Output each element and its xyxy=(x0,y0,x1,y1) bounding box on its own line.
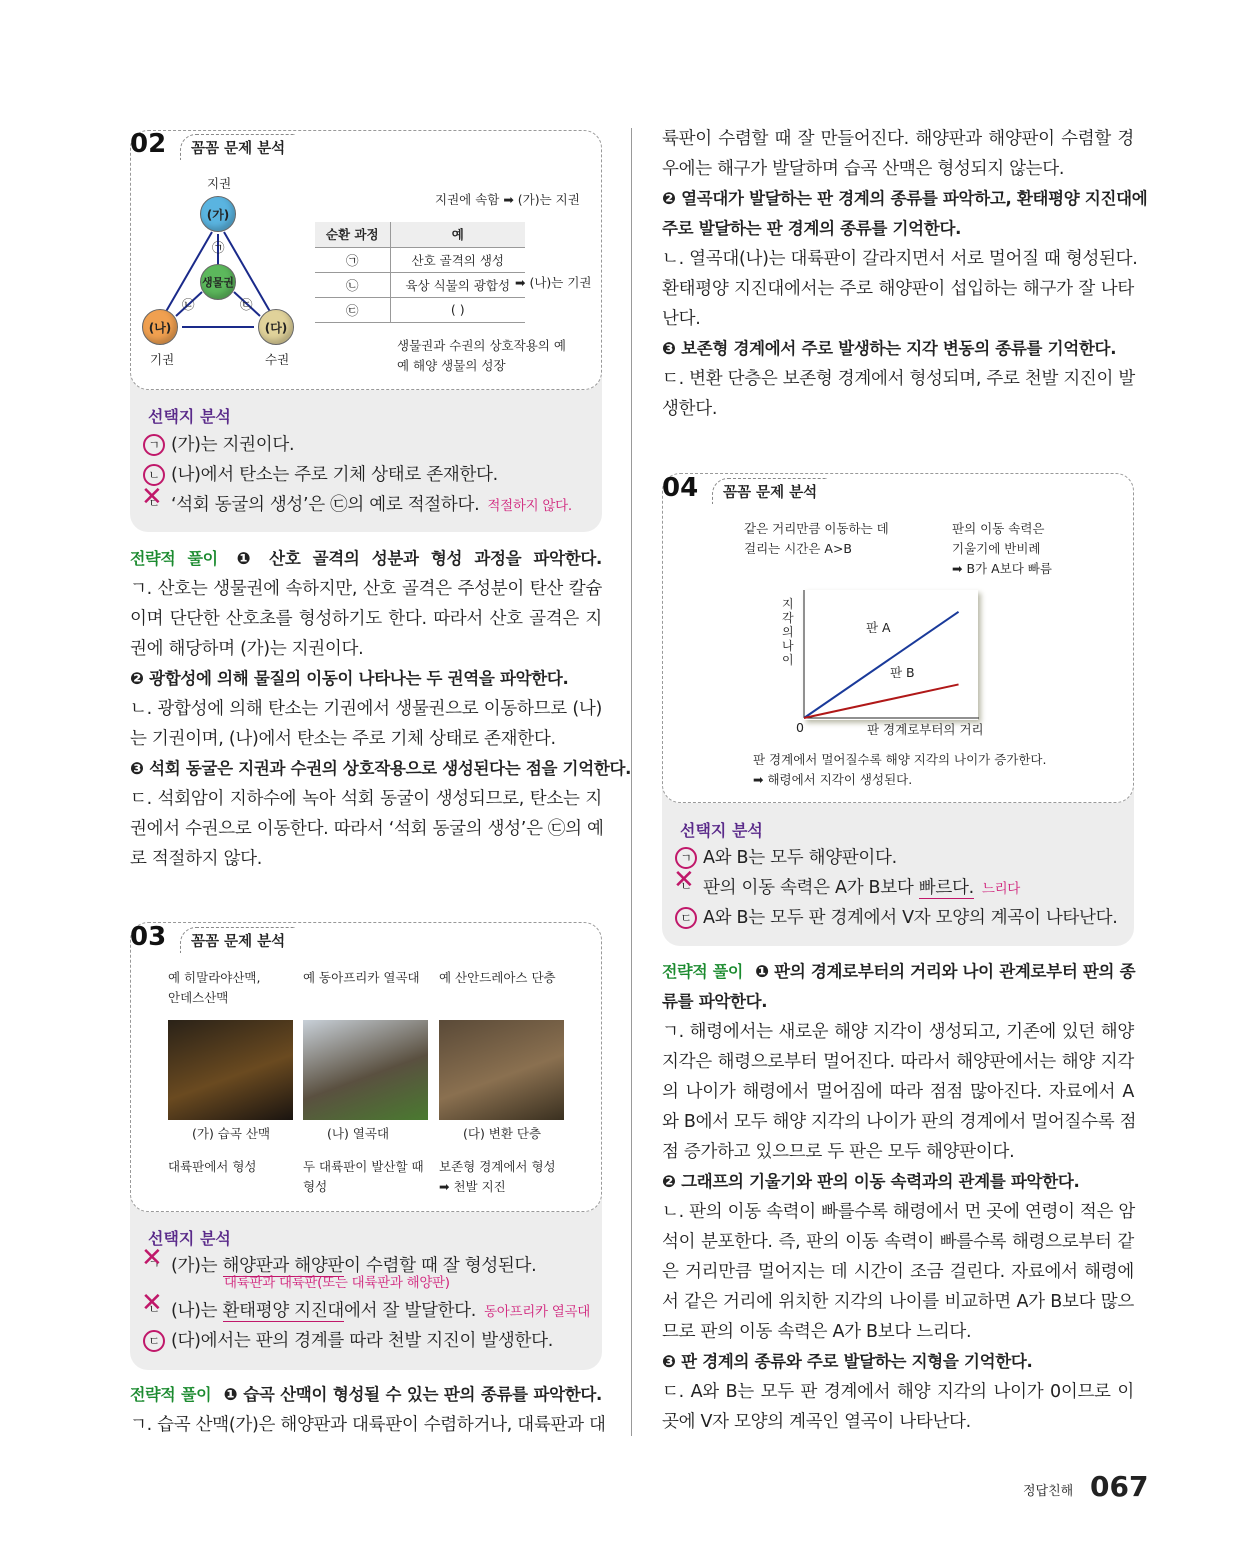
explanation-text: 환태평양 지진대에서는 주로 해양판이 섭입하는 해구가 잘 나타 xyxy=(662,279,1134,299)
text-line xyxy=(130,784,602,814)
arrow-label-3: ㉢ xyxy=(240,297,253,312)
explanation-text: ㄱ. 해령에서는 새로운 해양 지각이 생성되고, 기존에 있던 해양 xyxy=(662,1022,1134,1042)
choice-text: ‘석회 동굴의 생성’은 ㉢의 예로 적절하다. xyxy=(171,495,480,515)
explanation-text: ㄴ. 광합성에 의해 탄소는 기권에서 생물권으로 이동하므로 (나) xyxy=(130,699,602,719)
arrow-label-2: ㉡ xyxy=(182,297,195,312)
label-atmosphere: 기권 xyxy=(150,352,175,367)
correct-circle-icon: ㄱ xyxy=(675,847,697,869)
strategy-label: 전략적 풀이 xyxy=(130,549,218,568)
text-line xyxy=(662,304,1134,334)
step-heading: 류를 파악한다. xyxy=(662,992,768,1011)
choice-item xyxy=(143,430,294,460)
choice-item xyxy=(143,1326,553,1356)
example-label: 예 산안드레아스 단층 xyxy=(439,970,556,985)
text-line xyxy=(662,124,1134,154)
text-line xyxy=(130,1380,602,1410)
note-right-3: ➡ B가 A보다 빠름 xyxy=(952,561,1052,576)
step-heading: ❶ 판의 경계로부터의 거리와 나이 관계로부터 판의 종 xyxy=(755,962,1136,981)
table-cell: ㉠ xyxy=(315,247,390,272)
photo-caption: (다) 변환 단층 xyxy=(463,1126,542,1141)
text-line xyxy=(130,694,602,724)
choice-item xyxy=(143,1296,590,1326)
explanation-text: 우에는 해구가 발달하며 습곡 산맥은 형성되지 않는다. xyxy=(662,159,1065,179)
column-divider xyxy=(631,128,632,1436)
note-bottom-2: ➡ 해령에서 지각이 생성된다. xyxy=(753,772,913,787)
explanation-text: ㄷ. 변환 단층은 보존형 경계에서 형성되며, 주로 천발 지진이 발 xyxy=(662,369,1136,389)
example-label: 안데스산맥 xyxy=(168,990,229,1005)
choice-text: (가)는 xyxy=(171,1256,223,1276)
circle-da: (다) xyxy=(258,309,294,345)
text-line xyxy=(662,957,1134,987)
circle-biosphere: 생물권 xyxy=(200,264,236,300)
step-heading: ❷ 그래프의 기울기와 판의 이동 속력과의 관계를 파악한다. xyxy=(662,1172,1080,1191)
text-line xyxy=(130,754,632,784)
explanation-text: 지각은 해령으로부터 멀어진다. 따라서 해양판에서는 해양 지각 xyxy=(662,1052,1134,1072)
strategy-label: 전략적 풀이 xyxy=(130,1385,212,1404)
wrong-x-icon: ㄱ ✕ xyxy=(143,1255,165,1277)
explanation-text: ㄷ. A와 B는 모두 판 경계에서 해양 지각의 나이가 0이므로 이 xyxy=(662,1382,1134,1402)
correct-circle-icon: ㄷ xyxy=(675,907,697,929)
explanation-text: ㄱ. 산호는 생물권에 속하지만, 산호 골격은 주성분이 탄산 칼슘 xyxy=(130,579,602,599)
choice-text: (나)는 xyxy=(171,1301,223,1321)
text-line xyxy=(662,1107,1137,1137)
text-line xyxy=(662,214,1134,244)
wrong-x-icon: ㄴ ✕ xyxy=(675,877,697,899)
label-geosphere: 지권 xyxy=(207,176,232,191)
table-cell: ㉢ xyxy=(315,297,390,322)
photo-description: 대륙판에서 형성 xyxy=(168,1159,257,1174)
q02-tag: 꼼꼼 문제 분석 xyxy=(180,134,295,160)
q04-choices-title: 선택지 분석 xyxy=(680,821,763,840)
x-axis-label: 판 경계로부터의 거리 xyxy=(867,722,984,737)
photo-description: ➡ 천발 지진 xyxy=(439,1179,506,1194)
text-line xyxy=(662,274,1134,304)
choice-item xyxy=(143,490,572,520)
note-row2: ➡ (나)는 기권 xyxy=(515,275,592,290)
series-label-b: 판 B xyxy=(890,665,915,680)
underlined-text: 환태평양 지진대 xyxy=(222,1301,345,1321)
q03-number: 03 xyxy=(130,922,167,952)
text-line xyxy=(130,544,602,574)
explanation-text: 곳에 V자 모양의 계곡인 열곡이 나타난다. xyxy=(662,1412,971,1432)
text-line xyxy=(662,1137,1134,1167)
text-line xyxy=(662,1317,1134,1347)
note-left-2: 걸리는 시간은 A>B xyxy=(744,541,852,556)
q04-number: 04 xyxy=(662,473,699,503)
landform-photo xyxy=(303,1020,428,1120)
correction-note: 동아프리카 열곡대 xyxy=(484,1304,590,1320)
text-line xyxy=(130,814,602,844)
step-heading: ❶ 산호 골격의 성분과 형성 과정을 파악한다. xyxy=(229,549,602,568)
correct-circle-icon: ㄱ xyxy=(143,434,165,456)
y-axis-label: 지각의 나이 xyxy=(782,597,794,667)
footer-label: 정답친해 xyxy=(1023,1484,1074,1499)
landform-photo xyxy=(439,1020,564,1120)
note-bottom-2: 예 해양 생물의 성장 xyxy=(397,358,506,373)
choice-text: (나)에서 탄소는 주로 기체 상태로 존재한다. xyxy=(171,465,498,485)
choice-text: 이 수렴할 때 잘 형성된다. xyxy=(344,1256,537,1276)
correction-note: 느리다 xyxy=(981,881,1021,897)
text-line xyxy=(662,394,1134,424)
correct-circle-icon: ㄷ xyxy=(143,1330,165,1352)
text-line xyxy=(662,1047,1134,1077)
table-header: 순환 과정 xyxy=(315,222,390,247)
photo-caption: (가) 습곡 산맥 xyxy=(192,1126,271,1141)
note-right-1: 판의 이동 속력은 xyxy=(952,521,1045,536)
text-line xyxy=(662,987,1134,1017)
explanation-text: ㄴ. 열곡대(나)는 대륙판이 갈라지면서 서로 멀어질 때 형성된다. xyxy=(662,249,1138,269)
explanation-text: 권에서 수권으로 이동한다. 따라서 ‘석회 동굴의 생성’은 ㉢의 예 xyxy=(130,819,604,839)
underlined-text: 빠르다. xyxy=(918,878,974,898)
choice-text: A와 B는 모두 해양판이다. xyxy=(703,848,897,868)
explanation-text: 의 나이가 해령에서 멀어짐에 따라 점점 많아진다. 자료에서 A xyxy=(662,1082,1134,1102)
text-line xyxy=(662,1287,1134,1317)
page-number: 067 xyxy=(1090,1470,1149,1503)
explanation-text: 석이 분포한다. 즉, 판의 이동 속력이 빠를수록 해령으로부터 같 xyxy=(662,1232,1134,1252)
explanation-text: 륙판이 수렴할 때 잘 만들어진다. 해양판과 해양판이 수렴할 경 xyxy=(662,129,1134,149)
explanation-text: 와 B에서 모두 해양 지각의 나이가 판의 경계에서 멀어질수록 점 xyxy=(662,1112,1137,1132)
text-line xyxy=(662,244,1138,274)
photo-caption: (나) 열곡대 xyxy=(327,1126,390,1141)
correction-note: 적절하지 않다. xyxy=(487,498,572,514)
q04-tag: 꼼꼼 문제 분석 xyxy=(712,478,827,504)
note-top: 지권에 속함 ➡ (가)는 지권 xyxy=(435,192,580,207)
explanation-text: 권에 해당하며 (가)는 지권이다. xyxy=(130,639,364,659)
series-label-a: 판 A xyxy=(866,620,891,635)
note-right-2: 기울기에 반비례 xyxy=(952,541,1041,556)
step-heading: ❷ 열곡대가 발달하는 판 경계의 종류를 파악하고, 환태평양 지진대에 xyxy=(662,189,1148,208)
choice-item xyxy=(675,843,897,873)
circle-ga: (가) xyxy=(200,196,236,232)
example-label: 예 동아프리카 열곡대 xyxy=(303,970,420,985)
q02-choices-title: 선택지 분석 xyxy=(148,407,231,426)
explanation-text: 로 적절하지 않다. xyxy=(130,849,263,869)
text-line xyxy=(130,604,602,634)
table-cell: ( ) xyxy=(390,297,525,322)
q02-number: 02 xyxy=(130,129,167,159)
table-cell: 육상 식물의 광합성 xyxy=(390,272,525,297)
explanation-text: ㄷ. 석회암이 지하수에 녹아 석회 동굴이 생성되므로, 탄소는 지 xyxy=(130,789,602,809)
text-line xyxy=(130,634,602,664)
text-line xyxy=(662,1377,1134,1407)
choice-text: (가)는 지권이다. xyxy=(171,435,295,455)
q03-tag: 꼼꼼 문제 분석 xyxy=(180,927,295,953)
photo-description: 두 대륙판이 발산할 때 xyxy=(303,1159,424,1174)
choice-item xyxy=(143,460,498,490)
text-line xyxy=(130,574,602,604)
correction-note: 대륙판과 대륙판(또는 대륙판과 해양판) xyxy=(224,1275,450,1291)
text-line xyxy=(662,1077,1134,1107)
explanation-text: ㄴ. 판의 이동 속력이 빠를수록 해령에서 먼 곳에 연령이 적은 암 xyxy=(662,1202,1136,1222)
text-line xyxy=(662,1407,1134,1437)
choice-text: 판의 이동 속력은 A가 B보다 xyxy=(703,878,919,898)
choice-text: A와 B는 모두 판 경계에서 V자 모양의 계곡이 나타난다. xyxy=(703,908,1118,928)
photo-description: 보존형 경계에서 형성 xyxy=(439,1159,556,1174)
explanation-text: 이며 단단한 산호초를 형성하기도 한다. 따라서 산호 골격은 지 xyxy=(130,609,602,629)
explanation-text: 는 기권이며, (나)에서 탄소는 주로 기체 상태로 존재한다. xyxy=(130,729,556,749)
table-cell: 산호 골격의 생성 xyxy=(390,247,525,272)
origin-label: 0 xyxy=(796,720,804,735)
strategy-label: 전략적 풀이 xyxy=(662,962,744,981)
explanation-text: ㄱ. 습곡 산맥(가)은 해양판과 대륙판이 수렴하거나, 대륙판과 대 xyxy=(130,1415,606,1435)
table-cell: ㉡ xyxy=(315,272,390,297)
text-line xyxy=(662,1167,1134,1197)
text-line xyxy=(662,154,1134,184)
circle-na: (나) xyxy=(142,309,178,345)
table-header: 예 xyxy=(390,222,525,247)
note-bottom-1: 생물권과 수권의 상호작용의 예 xyxy=(397,338,566,353)
choice-text: 에서 잘 발달한다. xyxy=(344,1301,477,1321)
explanation-text: 난다. xyxy=(662,309,701,329)
step-heading: ❸ 석회 동굴은 지권과 수권의 상호작용으로 생성된다는 점을 기억한다. xyxy=(130,759,632,778)
wrong-x-icon: ㄴ ✕ xyxy=(143,1300,165,1322)
wrong-x-icon: ㄷ ✕ xyxy=(143,494,165,516)
choice-text: (다)에서는 판의 경계를 따라 천발 지진이 발생한다. xyxy=(171,1331,553,1351)
note-bottom-1: 판 경계에서 멀어질수록 해양 지각의 나이가 증가한다. xyxy=(753,752,1047,767)
explanation-text: 므로 판의 이동 속력은 A가 B보다 느리다. xyxy=(662,1322,972,1342)
text-line xyxy=(662,334,1134,364)
text-line xyxy=(662,364,1134,394)
underlined-text: 해양판과 해양판 xyxy=(222,1256,345,1276)
explanation-text: 은 거리만큼 멀어지는 데 시간이 조금 걸린다. 자료에서 해령에 xyxy=(662,1262,1134,1282)
text-line xyxy=(662,1017,1134,1047)
label-hydrosphere: 수권 xyxy=(265,352,290,367)
photo-description: 형성 xyxy=(303,1179,328,1194)
text-line xyxy=(662,1197,1134,1227)
step-heading: ❷ 광합성에 의해 물질의 이동이 나타나는 두 권역을 파악한다. xyxy=(130,669,569,688)
text-line xyxy=(130,724,602,754)
text-line xyxy=(662,184,1148,214)
text-line xyxy=(130,1410,606,1440)
text-line xyxy=(130,844,602,874)
correct-circle-icon: ㄴ xyxy=(143,464,165,486)
arrow-label-1: ㉠ xyxy=(212,240,225,255)
step-heading: ❸ 판 경계의 종류와 주로 발달하는 지형을 기억한다. xyxy=(662,1352,1033,1371)
step-heading: 주로 발달하는 판 경계의 종류를 기억한다. xyxy=(662,219,962,238)
text-line xyxy=(662,1227,1134,1257)
example-label: 예 히말라야산맥, xyxy=(168,970,261,985)
text-line xyxy=(130,664,602,694)
landform-photo xyxy=(168,1020,293,1120)
text-line xyxy=(662,1347,1134,1377)
explanation-text: 점 증가하고 있으므로 두 판은 모두 해양판이다. xyxy=(662,1142,1015,1162)
explanation-text: 생한다. xyxy=(662,399,718,419)
choice-item xyxy=(675,903,1118,933)
step-heading: ❸ 보존형 경계에서 주로 발생하는 지각 변동의 종류를 기억한다. xyxy=(662,339,1117,358)
explanation-text: 서 같은 거리에 위치한 지각의 나이를 비교하면 A가 B보다 많으 xyxy=(662,1292,1134,1312)
q03-choices-title: 선택지 분석 xyxy=(148,1229,231,1248)
text-line xyxy=(662,1257,1134,1287)
choice-item xyxy=(675,873,1020,903)
note-left-1: 같은 거리만큼 이동하는 데 xyxy=(744,521,889,536)
cycle-table xyxy=(315,222,525,323)
step-heading: ❶ 습곡 산맥이 형성될 수 있는 판의 종류를 파악한다. xyxy=(223,1385,602,1404)
